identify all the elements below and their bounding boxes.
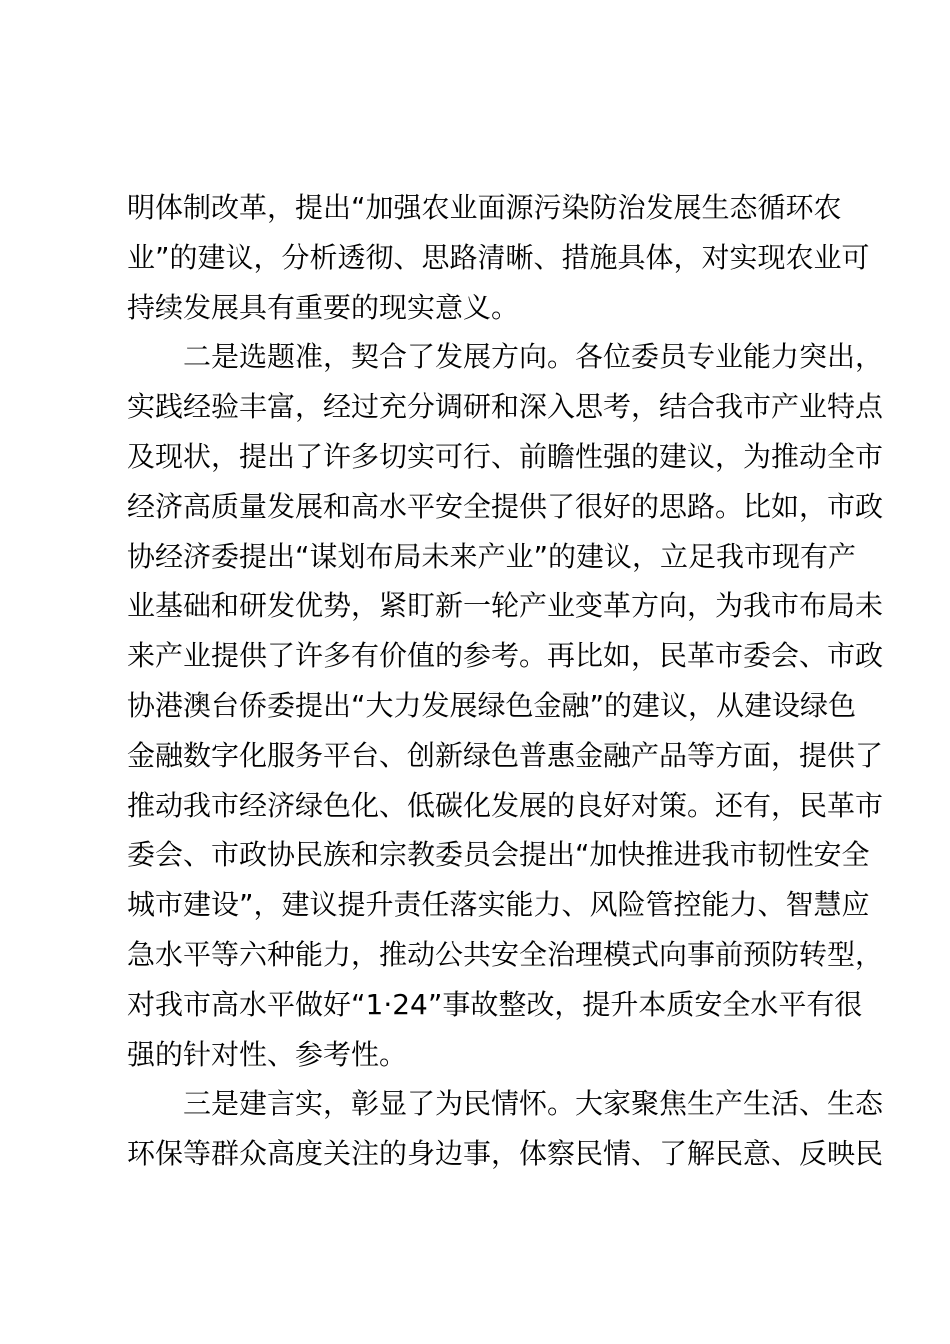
text-line: 协港澳台侨委提出“大力发展绿色金融”的建议，从建设绿色 — [127, 688, 857, 722]
text-line: 业基础和研发优势，紧盯新一轮产业变革方向，为我市布局未 — [127, 589, 884, 623]
paragraph-point-two — [127, 332, 884, 1079]
text-line: 持续发展具有重要的现实意义。 — [127, 290, 520, 324]
text-line: 二是选题准，契合了发展方向。各位委员专业能力突出， — [183, 340, 884, 374]
paragraph-continued — [127, 183, 870, 332]
text-line: 金融数字化服务平台、创新绿色普惠金融产品等方面，提供了 — [127, 738, 884, 772]
paragraph-point-three — [127, 1079, 884, 1179]
document-body — [127, 183, 884, 1179]
text-line: 环保等群众高度关注的身边事，体察民情、了解民意、反映民 — [127, 1137, 884, 1171]
text-line: 协经济委提出“谋划布局未来产业”的建议，立足我市现有产 — [127, 539, 857, 573]
text-line: 实践经验丰富，经过充分调研和深入思考，结合我市产业特点 — [127, 390, 884, 424]
text-line: 经济高质量发展和高水平安全提供了很好的思路。比如，市政 — [127, 489, 884, 523]
text-line: 急水平等六种能力，推动公共安全治理模式向事前预防转型， — [127, 937, 884, 971]
text-line: 及现状，提出了许多切实可行、前瞻性强的建议，为推动全市 — [127, 439, 884, 473]
text-line: 城市建设”，建议提升责任落实能力、风险管控能力、智慧应 — [127, 888, 870, 922]
text-line: 推动我市经济绿色化、低碳化发展的良好对策。还有，民革市 — [127, 788, 884, 822]
text-line: 来产业提供了许多有价值的参考。再比如，民革市委会、市政 — [127, 639, 884, 673]
text-line: 明体制改革，提出“加强农业面源污染防治发展生态循环农 — [127, 191, 842, 224]
text-line: 强的针对性、参考性。 — [127, 1037, 408, 1071]
text-line: 三是建言实，彰显了为民情怀。大家聚焦生产生活、生态 — [183, 1087, 884, 1121]
text-line: 业”的建议，分析透彻、思路清晰、措施具体，对实现农业可 — [127, 240, 870, 274]
text-line: 委会、市政协民族和宗教委员会提出“加快推进我市韧性安全 — [127, 838, 870, 872]
text-line: 对我市高水平做好“1·24”事故整改，提升本质安全水平有很 — [127, 987, 863, 1021]
